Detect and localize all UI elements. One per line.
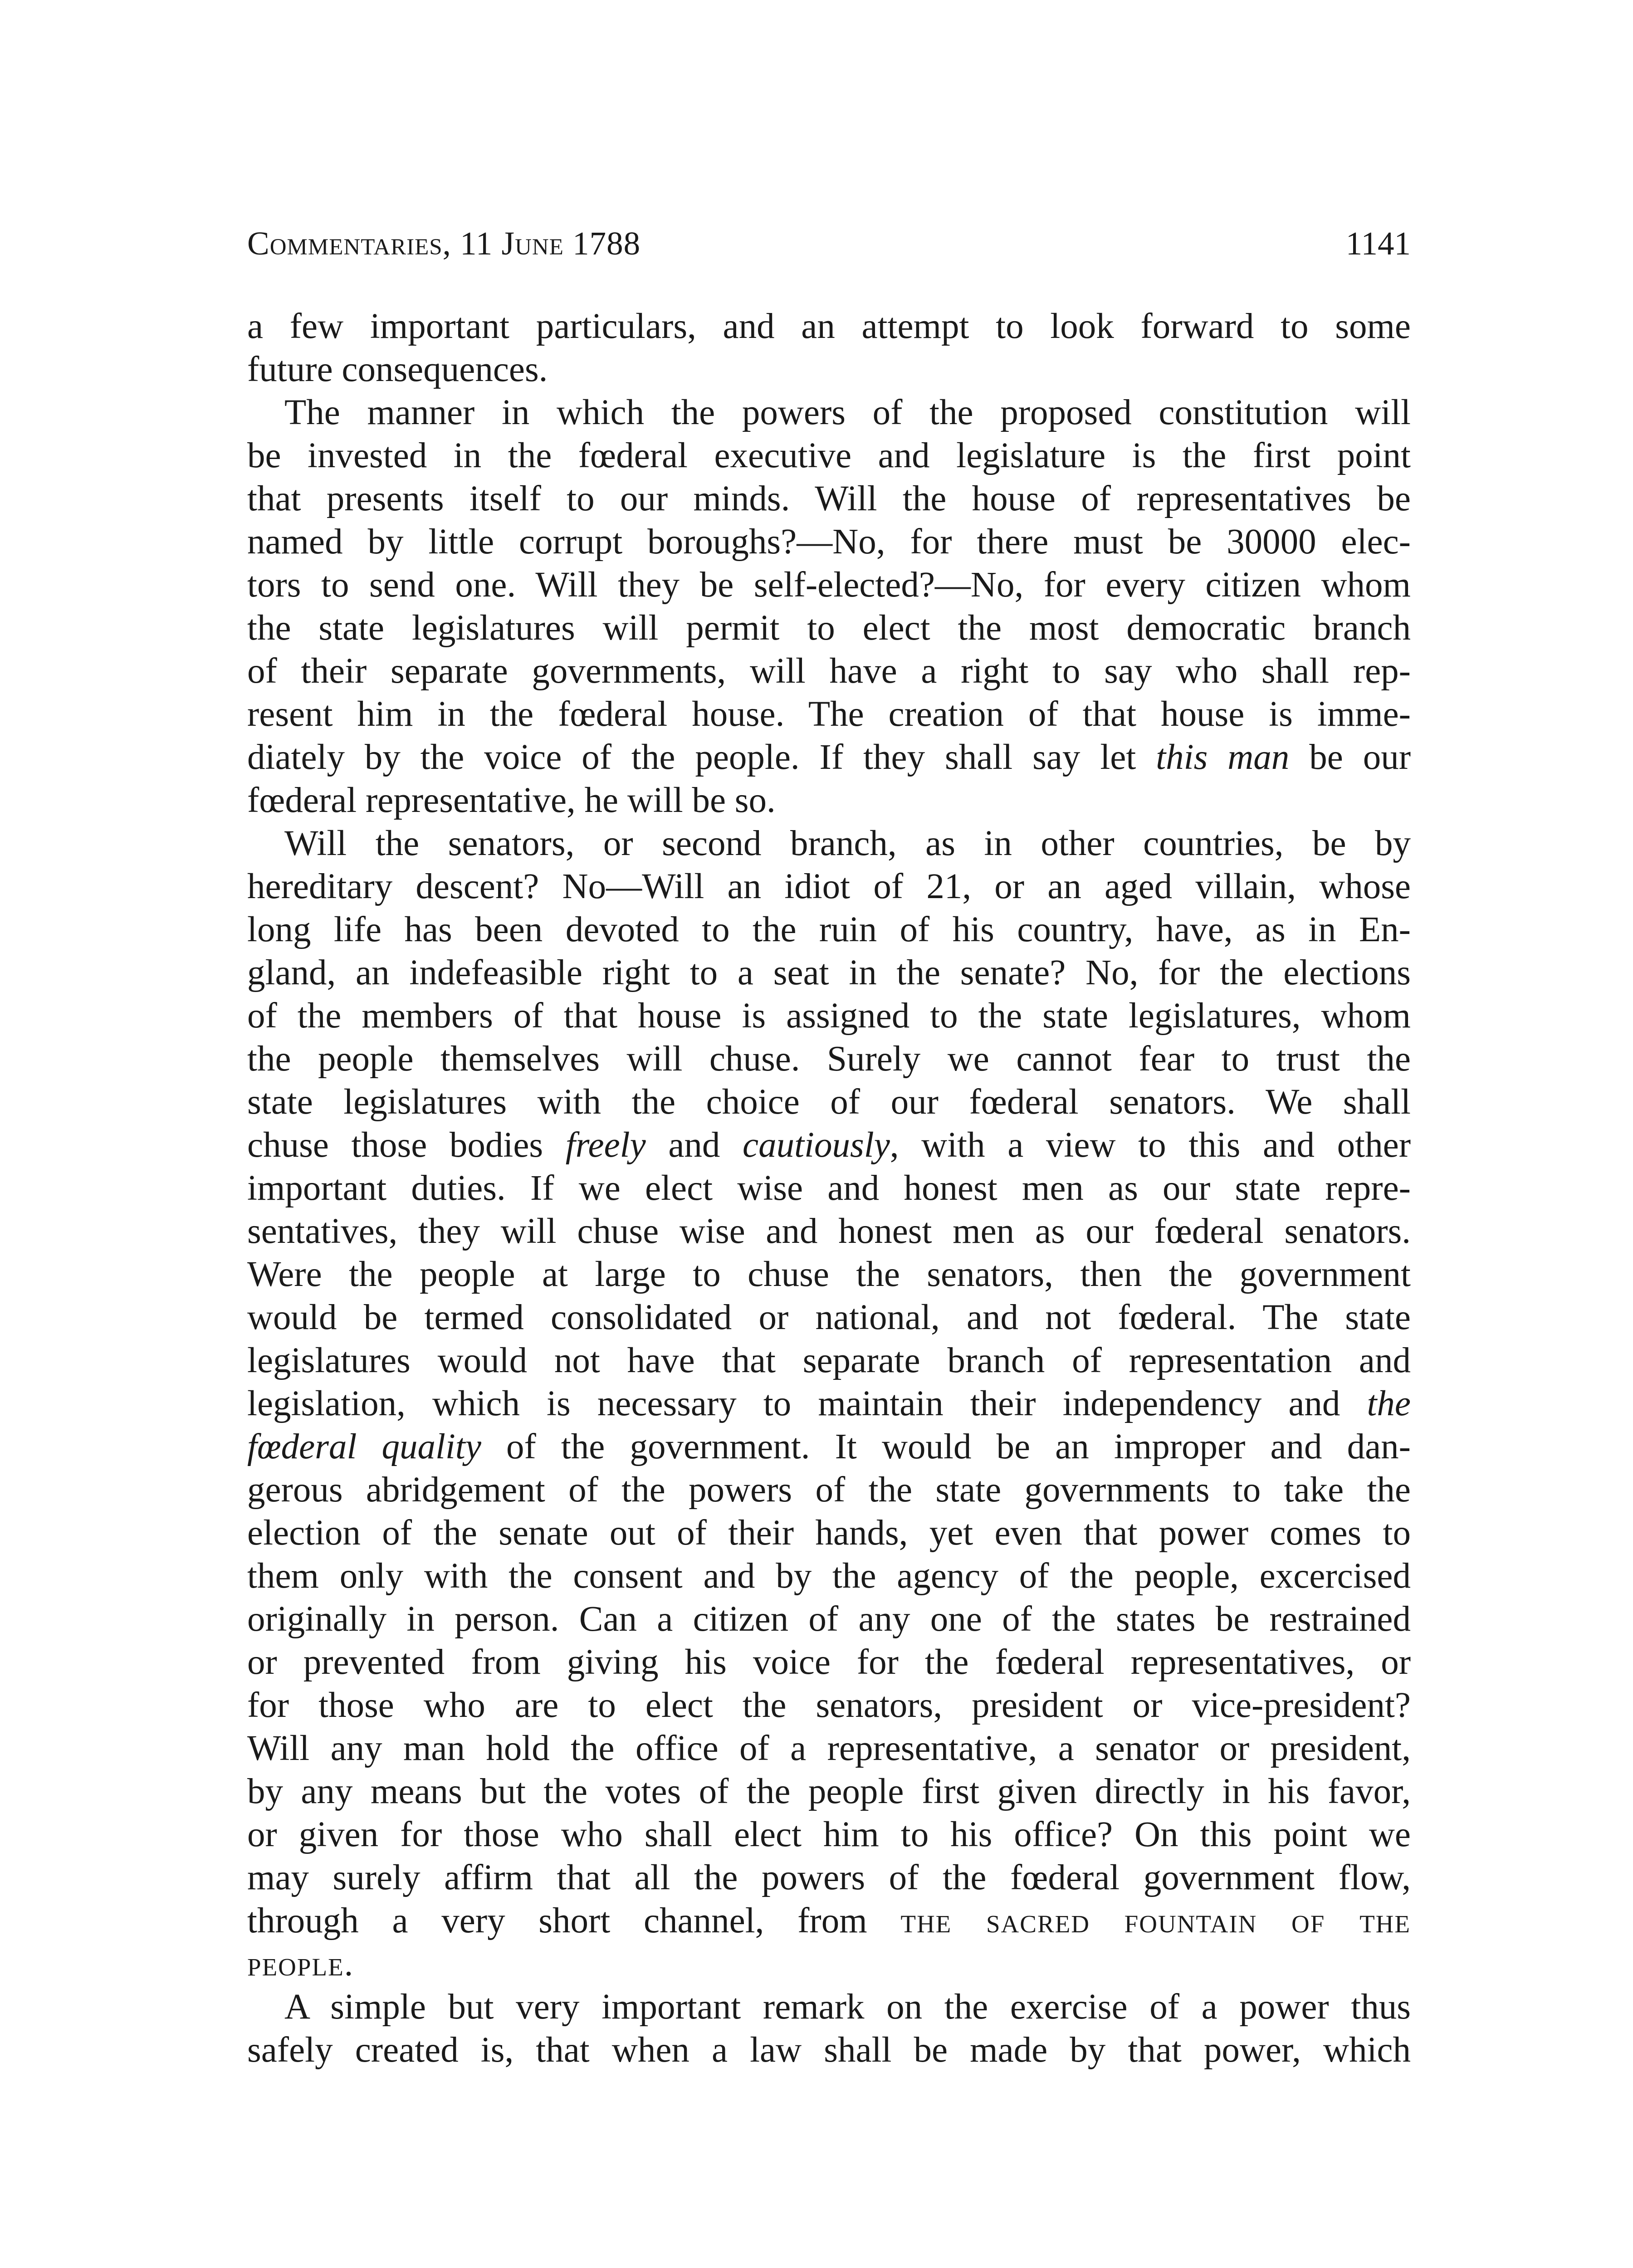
text-line: safely created is, that when a law shall be made by that power, which xyxy=(247,2030,1411,2070)
italic-text: this man xyxy=(1156,738,1290,777)
text-line: legislatures would not have that separate branch of representation and xyxy=(247,1341,1411,1380)
text-line: Were the people at large to chuse the senators, then the government xyxy=(247,1255,1411,1294)
text-line: tors to send one. Will they be self-elected?—No, for every citizen whom xyxy=(247,565,1411,605)
small-caps-text: the sacred fountain of the xyxy=(900,1901,1411,1941)
body-text xyxy=(247,305,1411,2072)
text-line: for those who are to elect the senators, president or vice-president? xyxy=(247,1686,1411,1725)
text-line: sentatives, they will chuse wise and honest men as our fœderal senators. xyxy=(247,1212,1411,1251)
text-line xyxy=(247,1899,1411,1942)
text-line: fœderal representative, he will be so. xyxy=(247,781,776,820)
text-line xyxy=(247,1382,1411,1425)
text-line: of their separate governments, will have a right to say who shall rep- xyxy=(247,651,1411,691)
text-line: that presents itself to our minds. Will the house of representatives be xyxy=(247,479,1411,518)
text-line: or prevented from giving his voice for the fœderal representatives, or xyxy=(247,1642,1411,1682)
text-line: Will the senators, or second branch, as in other countries, be by xyxy=(284,824,1411,863)
text-run: diately by the voice of the people. If they shall say let xyxy=(247,738,1156,777)
text-line: be invested in the fœderal executive and legislature is the first point xyxy=(247,436,1411,475)
italic-text: freely xyxy=(565,1125,646,1165)
text-line: named by little corrupt boroughs?—No, for there must be 30000 elec- xyxy=(247,522,1411,562)
text-run: of the government. It would be an improper and dan- xyxy=(481,1427,1411,1466)
text-line: gland, an indefeasible right to a seat in the senate? No, for the elections xyxy=(247,953,1411,992)
text-line xyxy=(247,1124,1411,1167)
text-line: Will any man hold the office of a representative, a senator or president, xyxy=(247,1729,1411,1768)
text-line: by any means but the votes of the people first given directly in his favor, xyxy=(247,1772,1411,1811)
text-line: resent him in the fœderal house. The creation of that house is imme- xyxy=(247,694,1411,734)
text-line: state legislatures with the choice of our fœderal senators. We shall xyxy=(247,1082,1411,1122)
italic-text: cautiously xyxy=(743,1125,890,1165)
text-line: of the members of that house is assigned to the state legislatures, whom xyxy=(247,996,1411,1036)
text-line: long life has been devoted to the ruin of his country, have, as in En- xyxy=(247,910,1411,949)
text-run: through a very short channel, from xyxy=(247,1901,901,1941)
text-line: future consequences. xyxy=(247,350,548,389)
text-run: chuse those bodies xyxy=(247,1125,566,1165)
text-line xyxy=(247,1942,1411,1985)
text-line: The manner in which the powers of the proposed constitution will xyxy=(284,393,1411,432)
text-line: important duties. If we elect wise and honest men as our state repre- xyxy=(247,1168,1411,1208)
running-head xyxy=(247,219,1411,269)
text-line: may surely affirm that all the powers of the fœderal government flow, xyxy=(247,1858,1411,1897)
text-run: and xyxy=(645,1125,743,1165)
text-line: or given for those who shall elect him to his office? On this point we xyxy=(247,1815,1411,1854)
text-line: a few important particulars, and an attempt to look forward to some xyxy=(247,307,1411,346)
text-line: election of the senate out of their hands, yet even that power comes to xyxy=(247,1513,1411,1553)
text-line: hereditary descent? No—Will an idiot of 21, or an aged villain, whose xyxy=(247,867,1411,906)
text-run: be our xyxy=(1289,738,1411,777)
small-caps-text: people. xyxy=(247,1944,354,1984)
running-head-title: Commentaries, 11 June 1788 xyxy=(247,225,641,262)
italic-text: fœderal quality xyxy=(247,1427,481,1466)
text-line: originally in person. Can a citizen of any one of the states be restrained xyxy=(247,1599,1411,1639)
text-line: the people themselves will chuse. Surely we cannot fear to trust the xyxy=(247,1039,1411,1079)
italic-text: the xyxy=(1367,1384,1411,1423)
text-line: them only with the consent and by the agency of the people, excercised xyxy=(247,1556,1411,1596)
page-number: 1141 xyxy=(1345,225,1411,262)
text-run: , with a view to this and other xyxy=(890,1125,1411,1165)
text-line xyxy=(247,1425,1411,1468)
text-line: would be termed consolidated or national, and not fœderal. The state xyxy=(247,1298,1411,1337)
text-line: A simple but very important remark on the exercise of a power thus xyxy=(284,1987,1411,2027)
text-line: gerous abridgement of the powers of the state governments to take the xyxy=(247,1470,1411,1510)
text-run: legislation, which is necessary to maintain their independency and xyxy=(247,1384,1367,1423)
text-line: the state legislatures will permit to elect the most democratic branch xyxy=(247,608,1411,648)
text-line xyxy=(247,736,1411,779)
